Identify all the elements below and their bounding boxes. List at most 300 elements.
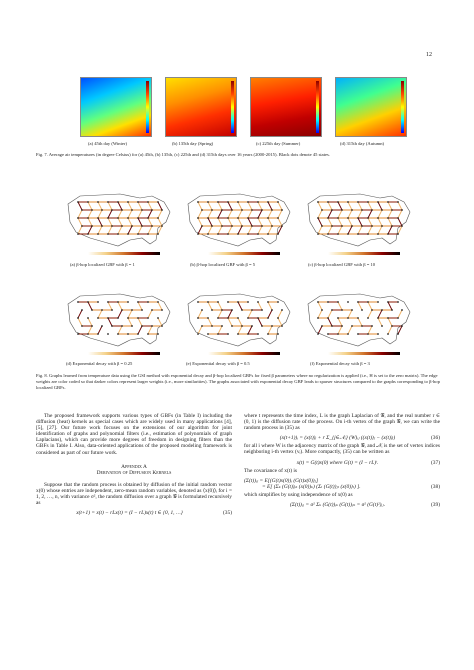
graph-node [151,225,153,227]
graph-node [117,333,119,335]
graph-node [227,301,229,303]
graph-node [97,333,99,335]
graph-edge [258,302,262,310]
graph-edge [358,210,362,218]
graph-node [317,201,319,203]
graph-node [231,325,233,327]
graph-edge [328,310,332,318]
graph-node [107,317,109,319]
graph-edge [348,310,352,318]
graph-node [97,201,99,203]
graph-node [127,301,129,303]
graph-edge [388,218,392,226]
graph-node [147,217,149,219]
graph-edge [388,318,392,326]
graph-node [127,233,129,235]
graph-node [267,301,269,303]
graph-node [267,217,269,219]
graph-edge [378,202,382,210]
graph-node [197,233,199,235]
map-beta-10 [300,177,418,257]
graph-edge [258,202,262,210]
graph-edge [268,310,272,318]
graph-node [257,233,259,235]
graph-node [117,201,119,203]
graph-edge [88,318,92,326]
graph-edge [358,226,362,234]
graph-edge [358,302,362,310]
graph-node [381,209,383,211]
graph-node [261,309,263,311]
graph-edge [278,218,282,226]
graph-node [391,209,393,211]
equation-36 [244,435,440,441]
graph-node [117,217,119,219]
graph-edge [328,226,332,234]
panel-label: (c) 225th day (Summer) [256,141,301,146]
graph-edge [198,202,202,210]
graph-node [257,201,259,203]
graph-node [351,309,353,311]
graph-node [267,201,269,203]
equation-line [244,484,440,490]
paragraph: for all i where W is the adjacency matrix of the graph 𝒢, and 𝒩ᵢ is the set of vertex indices neighboring i-th vertex (vᵢ). More compactly, (35) can be written as [244,443,440,456]
graph-edge [238,318,242,326]
graph-node [337,333,339,335]
equation-body: = E[ (Σₖ (G(t))ᵢₖ (x(0))ₖ) (Σₗ (G(t))ⱼₗ (x(0))ₗ) ]. [262,483,361,490]
graph-node [267,317,269,319]
graph-node [367,201,369,203]
graph-node [257,333,259,335]
graph-node [277,333,279,335]
graph-node [77,317,79,319]
graph-node [247,317,249,319]
graph-edge [78,318,82,326]
graph-node [217,301,219,303]
graph-node [211,225,213,227]
heatmap-spring [165,77,237,137]
graph-edge [248,326,252,334]
graph-node [357,201,359,203]
graph-node [141,209,143,211]
graph-edge [338,326,342,334]
graph-edge [228,310,232,318]
graph-node [101,309,103,311]
graph-node [211,209,213,211]
graph-node [347,333,349,335]
heatmap-summer [250,77,322,137]
panel-label: (d) 315th day (Autumn) [340,141,385,146]
graph-node [281,325,283,327]
graph-edge [108,226,112,234]
panel-label: (b) 135th day (Spring) [172,141,214,146]
graph-node [161,209,163,211]
graph-node [217,217,219,219]
graph-node [217,233,219,235]
left-column [36,413,232,518]
graph-edge [148,218,152,226]
graph-edge [158,318,162,326]
graph-edge [148,326,152,334]
figure-8-caption: Fig. 8. Graphs learned from temperature data using the GSI method with exponential decay and β-hop localized GBFs for fixed β parameters where no regularization is applied (i.e., H is set to the zero matrix). The edge weights are color coded so that darker colors represent larger weights (i.e., more similarities). The graphs associated with exponential decay GBF leads to sparser structures compared to the graphs corresponding to β-hop localized GBFs. [36,373,440,390]
graph-node [77,217,79,219]
graph-node [81,209,83,211]
graph-edge [78,218,82,226]
graph-node [401,209,403,211]
graph-node [397,333,399,335]
graph-node [161,325,163,327]
graph-node [327,233,329,235]
graph-node [397,233,399,235]
graph-node [97,317,99,319]
graph-edge [88,326,92,334]
graph-node [317,301,319,303]
graph-edge [368,210,372,218]
graph-node [357,301,359,303]
graph-edge [268,210,272,218]
graph-edge [228,226,232,234]
graph-node [87,201,89,203]
graph-node [387,317,389,319]
graph-node [377,201,379,203]
graph-node [91,209,93,211]
graph-edge [238,210,242,218]
graph-edge [128,318,132,326]
graph-node [141,309,143,311]
graph-edge [358,218,362,226]
graph-edge [148,202,152,210]
graph-node [261,209,263,211]
graph-node [237,217,239,219]
graph-node [77,333,79,335]
graph-edge [218,310,222,318]
graph-edge [208,202,212,210]
graph-edge [348,326,352,334]
graph-node [127,201,129,203]
graph-node [127,317,129,319]
equation-35 [36,510,232,516]
graph-edge [198,226,202,234]
graph-node [137,233,139,235]
graph-edge [318,226,322,234]
graph-node [397,317,399,319]
graph-edge [108,210,112,218]
graph-node [237,317,239,319]
panel-label: (a) 45th day (Winter) [88,141,127,146]
graph-node [117,301,119,303]
graph-node [161,225,163,227]
graph-node [247,301,249,303]
graph-node [91,325,93,327]
graph-edge [368,202,372,210]
graph-node [321,209,323,211]
graph-node [357,333,359,335]
graph-node [101,325,103,327]
graph-node [157,233,159,235]
graph-edge [388,326,392,334]
graph-node [357,233,359,235]
graph-edge [248,202,252,210]
paragraph: where t represents the time index, L is the graph Laplacian of 𝒢, and the real number r ∈ (0, 1) is the diffusion rate of the process. On i-th vertex of the graph 𝒢, we can write the random process in (35) as [244,413,440,432]
graph-node [217,317,219,319]
graph-node [261,325,263,327]
graph-node [351,325,353,327]
graph-node [321,225,323,227]
graph-edge [148,310,152,318]
graph-node [377,217,379,219]
graph-node [227,233,229,235]
equation-body: (Σ(t))ᵢⱼ = σ² Σₖ (G(t))ᵢₖ (G(t))ⱼₖ = σ² (G(t)²)ᵢⱼ. [289,502,386,509]
graph-node [357,217,359,219]
graph-edge [208,226,212,234]
graph-node [107,301,109,303]
graph-edge [98,210,102,218]
graph-node [157,201,159,203]
graph-edge [368,226,372,234]
graph-edge [218,218,222,226]
graph-node [207,301,209,303]
page-number: 12 [426,52,432,58]
graph-node [137,301,139,303]
graph-edge [238,226,242,234]
graph-edge [88,226,92,234]
figure-7-caption: Fig. 7. Average air temperatures (in degree Celsius) for (a) 45th, (b) 135th, (c) 225th and (d) 315th days over 16 years (2000-2015). Black dots denote 45 states. [36,152,330,157]
graph-edge [198,210,202,218]
graph-edge [378,210,382,218]
graph-node [151,209,153,211]
graph-node [361,209,363,211]
graph-edge [278,210,282,218]
graph-node [241,325,243,327]
graph-edge [238,302,242,310]
equation-number: (37) [431,459,440,466]
graph-node [321,325,323,327]
graph-node [401,225,403,227]
graph-edge [318,210,322,218]
graph-node [371,309,373,311]
graph-node [87,333,89,335]
graph-node [141,225,143,227]
map-beta-5 [180,177,298,257]
graph-node [387,201,389,203]
graph-edge [238,326,242,334]
graph-node [377,301,379,303]
graph-edge [258,210,262,218]
graph-node [327,301,329,303]
graph-edge [78,202,82,210]
graph-edge [198,218,202,226]
graph-node [317,333,319,335]
graph-node [207,333,209,335]
graph-node [281,309,283,311]
graph-node [247,217,249,219]
heatmap-winter [80,77,152,137]
graph-node [337,217,339,219]
graph-node [231,309,233,311]
graph-node [337,201,339,203]
graph-node [347,233,349,235]
graph-edge [88,302,92,310]
paragraph: The proposed framework supports various types of GBFs (in Table I) including the diffusion (heat) kernels as special cases which are widely used in many applications [4], [5], [27]. Our future work focuses on the extensions of our algorithm for joint identification of graphs and polynomial filters (i.e., estimation of polynomials of graph Laplacians), which can provide more degrees of freedom in designing filters than the GBFs in Table I. Also, data-oriented applications of the proposed modeling framework is considered as part of our future work. [36,413,232,456]
graph-edge [378,218,382,226]
graph-node [111,309,113,311]
graph-node [131,225,133,227]
graph-edge [118,210,122,218]
map-exp-3 [300,277,418,357]
graph-edge [98,310,102,318]
graph-edge [388,210,392,218]
graph-node [231,209,233,211]
panel-label: (e) Exponential decay with β = 0.5 [186,361,250,366]
graph-edge [328,218,332,226]
equation-body: x(t) = G(t)x(0) where G(t) = (I − rL)ᵗ. [296,459,379,466]
graph-node [147,201,149,203]
graph-edge [128,310,132,318]
map-beta-1 [60,177,178,257]
graph-edge [248,218,252,226]
graph-node [327,333,329,335]
graph-node [91,309,93,311]
graph-node [317,233,319,235]
graph-edge [118,202,122,210]
graph-edge [368,218,372,226]
graph-node [391,325,393,327]
graph-node [377,333,379,335]
graph-edge [348,218,352,226]
graph-map-drawing [60,277,178,357]
graph-node [137,217,139,219]
graph-node [201,309,203,311]
graph-edge [338,302,342,310]
graph-node [281,225,283,227]
graph-node [331,309,333,311]
graph-node [381,225,383,227]
graph-node [367,217,369,219]
graph-edge [338,218,342,226]
graph-node [317,217,319,219]
graph-node [391,309,393,311]
graph-node [261,225,263,227]
graph-node [401,309,403,311]
graph-node [271,225,273,227]
equation-number: (36) [431,435,440,442]
graph-node [227,333,229,335]
graph-edge [348,210,352,218]
graph-node [201,209,203,211]
map-exp-05 [180,277,298,357]
graph-edge [278,318,282,326]
graph-edge [228,218,232,226]
graph-edge [78,226,82,234]
graph-node [321,309,323,311]
graph-node [337,317,339,319]
graph-node [357,317,359,319]
graph-edge [128,210,132,218]
graph-edge [118,218,122,226]
graph-edge [128,218,132,226]
heatmap-autumn [335,77,407,137]
graph-node [381,309,383,311]
graph-node [327,201,329,203]
graph-node [227,201,229,203]
graph-node [77,233,79,235]
graph-node [387,333,389,335]
graph-node [221,325,223,327]
graph-node [77,201,79,203]
graph-edge [98,226,102,234]
graph-node [251,209,253,211]
graph-node [211,325,213,327]
graph-node [237,333,239,335]
panel-label: (f) Exponential decay with β = 3 [310,361,370,366]
graph-edge [218,210,222,218]
appendix-title: Appendix A [121,463,147,470]
graph-node [141,325,143,327]
graph-edge [258,218,262,226]
graph-node [351,209,353,211]
graph-edge [138,326,142,334]
equation-39 [244,502,440,508]
graph-node [237,233,239,235]
graph-node [107,333,109,335]
graph-node [197,217,199,219]
graph-edge [78,310,82,318]
graph-edge [398,210,402,218]
graph-node [131,209,133,211]
graph-node [111,209,113,211]
graph-node [337,233,339,235]
graph-edge [328,202,332,210]
graph-edge [138,202,142,210]
graph-node [387,301,389,303]
graph-node [247,333,249,335]
graph-edge [388,302,392,310]
graph-edge [118,326,122,334]
graph-node [351,225,353,227]
graph-node [137,201,139,203]
graph-node [197,201,199,203]
graph-node [137,333,139,335]
graph-map-drawing [300,177,418,257]
graph-edge [318,326,322,334]
graph-node [87,301,89,303]
graph-node [81,225,83,227]
graph-edge [318,202,322,210]
graph-node [147,333,149,335]
graph-edge [358,202,362,210]
graph-edge [228,210,232,218]
graph-node [377,233,379,235]
equation-body: x(t+1) = x(t) − rLx(t) = (I − rL)x(t) t ∈ {0, 1, …} [76,510,183,517]
graph-node [367,233,369,235]
graph-node [221,225,223,227]
graph-edge [378,226,382,234]
graph-node [251,309,253,311]
graph-node [271,325,273,327]
graph-node [347,301,349,303]
graph-edge [118,302,122,310]
graph-edge [258,318,262,326]
graph-node [347,217,349,219]
graph-node [331,325,333,327]
right-column [244,413,440,510]
graph-edge [268,302,272,310]
panel-label: (c) β-hop localized GBF with β = 10 [308,262,376,267]
graph-edge [88,202,92,210]
graph-edge [348,202,352,210]
graph-node [111,225,113,227]
graph-node [277,233,279,235]
